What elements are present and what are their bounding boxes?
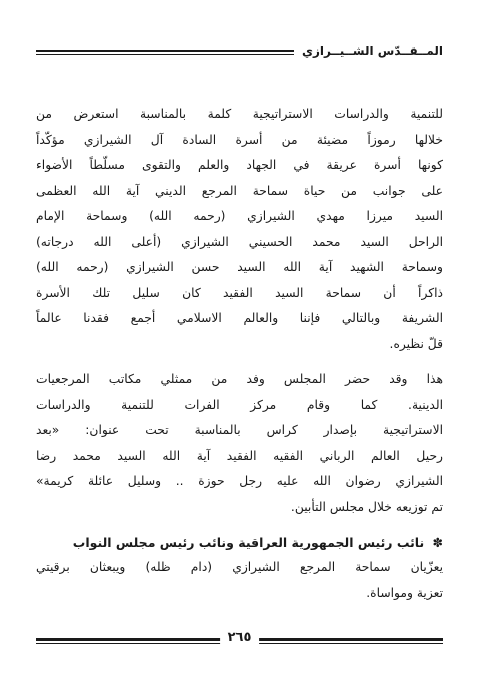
page-body	[36, 102, 443, 616]
bullet-heading-text: نائب رئيس الجمهورية العراقية ونائب رئيس مجلس النواب	[72, 535, 425, 550]
paragraph-line: تم توزيعه خلال مجلس التأبين.	[290, 499, 443, 514]
paragraph-line: هذا وقد حضر المجلس وفد من ممثلي مكاتب المرجعيات	[36, 372, 443, 386]
paragraph-3	[36, 555, 443, 606]
paragraph-line: الاستراتيجية بإصدار كراس بالمناسبة تحت عنوان: «بعد	[36, 423, 443, 437]
running-header-title: المــقــدّس الشــيــرازي	[294, 40, 443, 62]
paragraph-line: الراحل السيد محمد الحسيني الشيرازي (أعلى الله درجاته)	[36, 234, 443, 249]
paragraph-line: السيد ميرزا مهدي الشيرازي (رحمه الله) وسماحة الإمام	[36, 209, 443, 223]
paragraph-line: قلّ نظيره.	[389, 336, 443, 351]
paragraph-line: تعزية ومواساة.	[366, 585, 443, 600]
paragraph-line: ذاكراً أن سماحة السيد الفقيد كان سليل تلك الأسرة	[36, 285, 443, 300]
paragraph-line: وسماحة الشهيد آية الله السيد حسن الشيرازي (رحمه الله)	[36, 260, 443, 274]
paragraph-line: للتنمية والدراسات الاستراتيجية كلمة بالمناسبة استعرض من	[36, 107, 443, 121]
paragraph-line: يعزّيان سماحة المرجع الشيرازي (دام ظله) ويبعثان برقيتي	[36, 560, 443, 574]
paragraph-line: الشيرازي رضوان الله عليه رجل حوزة .. وسليل عائلة كريمة»	[36, 474, 443, 488]
page-number: ٢٦٥	[220, 626, 260, 650]
paragraph-line: الدينية. كما وقام مركز الفرات للتنمية والدراسات	[36, 397, 443, 412]
paragraph-1	[36, 102, 443, 357]
bullet-heading	[36, 530, 443, 555]
paragraph-line: خلالها رموزاً مضيئة من أسرة السادة آل الشيرازي مؤكّداً	[36, 132, 443, 147]
paragraph-line: كونها أسرة عريقة في الجهاد والعلم والتقوى مسلّطاً الأضواء	[36, 158, 443, 172]
paragraph-line: الشريفة وبالتالي فإننا والعالم الاسلامي أجمع فقدنا عالماً	[36, 311, 443, 325]
paragraph-line: رحيل العالم الرباني الفقيه الفقيد آية الله السيد محمد رضا	[36, 448, 443, 463]
paragraph-line: على جوانب من حياة سماحة المرجع الديني آية الله العظمى	[36, 183, 443, 198]
page-footer	[36, 624, 443, 654]
paragraph-2	[36, 367, 443, 520]
running-header	[36, 40, 443, 62]
asterisk-icon: ✽	[432, 535, 443, 550]
